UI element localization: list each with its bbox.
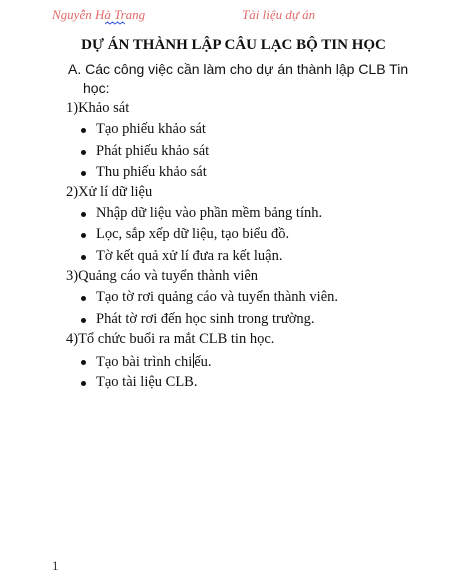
section-title-survey: 1)Khảo sát bbox=[66, 100, 130, 116]
page-number: 1 bbox=[52, 558, 59, 573]
bullet-dot bbox=[81, 128, 86, 133]
list-item: Tờ kết quả xử lí đưa ra kết luận. bbox=[96, 248, 283, 264]
bullet-dot bbox=[81, 233, 86, 238]
bullet-dot bbox=[81, 360, 86, 365]
list-item: Phát tờ rơi đến học sinh trong trường. bbox=[96, 311, 315, 327]
header-author: Nguyễn Hà Trang bbox=[52, 7, 146, 22]
text-after-caret: ếu. bbox=[194, 354, 212, 370]
bullet-dot bbox=[81, 381, 86, 386]
list-item: Nhập dữ liệu vào phần mềm bảng tính. bbox=[96, 205, 323, 221]
section-title-launch-event: 4)Tổ chức buổi ra mắt CLB tin học. bbox=[66, 331, 275, 347]
text-before-caret: Tạo bài trình chi bbox=[96, 354, 193, 370]
section-title-advertising: 3)Quảng cáo và tuyển thành viên bbox=[66, 268, 259, 284]
bullet-dot bbox=[81, 150, 86, 155]
bullet-dot bbox=[81, 318, 86, 323]
intro-paragraph bbox=[68, 60, 448, 98]
bullet-dot bbox=[81, 296, 86, 301]
list-item: Tạo tờ rơi quảng cáo và tuyển thành viên. bbox=[96, 289, 339, 305]
list-item: Phát phiếu khảo sát bbox=[96, 143, 210, 159]
list-item: Tạo tài liệu CLB. bbox=[96, 374, 198, 390]
document-title: DỰ ÁN THÀNH LẬP CÂU LẠC BỘ TIN HỌC bbox=[81, 37, 386, 53]
bullet-dot bbox=[81, 255, 86, 260]
list-item-with-caret[interactable] bbox=[96, 353, 212, 371]
list-item: Tạo phiếu khảo sát bbox=[96, 121, 206, 137]
header-label: Tài liệu dự án bbox=[242, 7, 316, 22]
spellcheck-squiggle bbox=[105, 21, 125, 25]
intro-line-1: A. Các công việc cần làm cho dự án thành lập CLB Tin bbox=[68, 61, 409, 77]
intro-line-2: học: bbox=[83, 80, 110, 96]
list-item: Thu phiếu khảo sát bbox=[96, 164, 207, 180]
bullet-dot bbox=[81, 212, 86, 217]
section-title-data-processing: 2)Xử lí dữ liệu bbox=[66, 184, 153, 200]
list-item: Lọc, sắp xếp dữ liệu, tạo biểu đồ. bbox=[96, 226, 290, 242]
bullet-dot bbox=[81, 171, 86, 176]
